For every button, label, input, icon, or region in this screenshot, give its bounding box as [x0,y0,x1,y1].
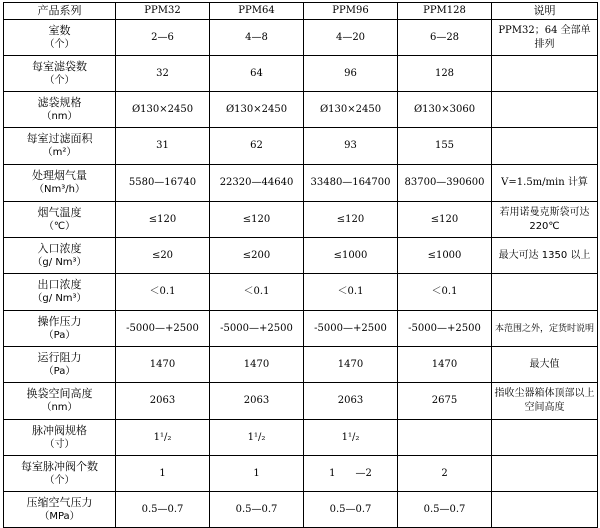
cell-ppm32: Ø130×2450 [116,92,210,128]
cell-ppm32: ≤120 [116,202,210,238]
cell-ppm128: ＜0.1 [398,274,492,311]
header-product-series: 产品系列 [4,3,116,20]
row-label [4,128,116,165]
row-label [4,56,116,92]
row-label-main: 每室过滤面积 [26,132,93,145]
row-label-main: 滤袋规格 [37,95,82,109]
row-label [4,202,116,238]
row-label-unit: （m²） [42,147,77,158]
row-label-main: 每室滤袋数 [32,59,87,73]
row-label-unit: （寸） [44,438,75,450]
cell-ppm128: 128 [398,56,492,92]
cell-ppm96: 1¹/₂ [304,420,398,456]
cell-ppm96: 2063 [304,383,398,420]
header-row [4,3,598,20]
cell-note [492,274,598,311]
header-note: 说明 [492,3,598,20]
table-row [4,56,598,92]
cell-note: 最大可达 1350 以上 [492,238,598,274]
cell-ppm64: -5000—+2500 [210,311,304,347]
cell-ppm64: Ø130×2450 [210,92,304,128]
row-label [4,456,116,492]
cell-note [492,492,598,528]
cell-ppm96: Ø130×2450 [304,92,398,128]
cell-ppm64: 1 [210,456,304,492]
cell-ppm64: 2063 [210,383,304,420]
cell-ppm128: -5000—+2500 [398,311,492,347]
cell-ppm64: 0.5—0.7 [210,492,304,528]
cell-ppm32: 0.5—0.7 [116,492,210,528]
row-label-main: 每室脉冲阀个数 [21,459,98,473]
cell-note [492,420,598,456]
cell-note: V=1.5m/min 计算 [492,165,598,202]
row-label-main: 压缩空气压力 [26,495,93,509]
row-label [4,238,116,274]
cell-ppm64: ≤200 [210,238,304,274]
cell-ppm96: 1 —2 [304,456,398,492]
cell-ppm128: 0.5—0.7 [398,492,492,528]
cell-ppm32: 2—6 [116,20,210,56]
row-label-main: 操作压力 [37,314,82,328]
row-label-unit: （nm） [41,402,78,413]
row-label-unit: （MPa） [39,510,80,522]
row-label-unit: （个） [44,474,75,486]
table-row [4,92,598,128]
spec-table [3,2,598,528]
table-row [4,128,598,165]
row-label-main: 室数 [48,23,71,37]
row-label [4,347,116,383]
row-label [4,92,116,128]
cell-note: 指收尘器箱体顶部以上空间高度 [492,383,598,420]
cell-ppm128: 83700—390600 [398,165,492,202]
cell-ppm96: 33480—164700 [304,165,398,202]
cell-ppm128: 2675 [398,383,492,420]
cell-ppm96: 96 [304,56,398,92]
row-label-unit: （℃） [43,220,76,232]
cell-ppm96: ≤120 [304,202,398,238]
table-row [4,383,598,420]
row-label-unit: （Pa） [43,365,76,377]
row-label-unit: （g/ Nm³） [32,256,87,268]
cell-ppm128: 2 [398,456,492,492]
header-ppm32: PPM32 [116,3,210,20]
cell-ppm128: ≤120 [398,202,492,238]
row-label-main: 烟气温度 [37,205,82,219]
cell-note: PPM32；64 全部单排列 [492,20,598,56]
row-label-main: 脉冲阀规格 [32,423,87,437]
table-row [4,274,598,311]
row-label-unit: （个） [44,74,75,86]
table-row [4,165,598,202]
table-row [4,202,598,238]
cell-ppm64: ＜0.1 [210,274,304,311]
row-label [4,311,116,347]
row-label [4,420,116,456]
cell-ppm96: 1470 [304,347,398,383]
table-row [4,456,598,492]
cell-note [492,456,598,492]
cell-note: 最大值 [492,347,598,383]
cell-ppm32: 2063 [116,383,210,420]
cell-ppm128: 6—28 [398,20,492,56]
cell-ppm32: 1 [116,456,210,492]
cell-ppm96: 93 [304,128,398,165]
table-row [4,492,598,528]
row-label [4,165,116,202]
cell-ppm64: 4—8 [210,20,304,56]
cell-note [492,128,598,165]
header-ppm64: PPM64 [210,3,304,20]
cell-ppm128: 155 [398,128,492,165]
cell-ppm128 [398,420,492,456]
row-label-main: 入口浓度 [37,241,82,255]
row-label [4,492,116,528]
table-row [4,20,598,56]
cell-ppm32: -5000—+2500 [116,311,210,347]
cell-ppm128: ≤1000 [398,238,492,274]
header-ppm128: PPM128 [398,3,492,20]
table-row [4,347,598,383]
cell-ppm128: 1470 [398,347,492,383]
table-row [4,420,598,456]
cell-ppm32: 1¹/₂ [116,420,210,456]
cell-ppm64: ≤120 [210,202,304,238]
table-row [4,238,598,274]
cell-ppm96: 4—20 [304,20,398,56]
cell-ppm96: 0.5—0.7 [304,492,398,528]
cell-note: 本范围之外，定货时说明 [492,311,598,347]
cell-ppm64: 1470 [210,347,304,383]
cell-ppm64: 1¹/₂ [210,420,304,456]
row-label [4,20,116,56]
cell-ppm64: 62 [210,128,304,165]
row-label-main: 出口浓度 [37,278,82,291]
cell-ppm96: ≤1000 [304,238,398,274]
row-label [4,274,116,311]
cell-ppm32: ≤20 [116,238,210,274]
cell-ppm96: -5000—+2500 [304,311,398,347]
row-label-unit: （个） [44,38,75,50]
cell-note [492,56,598,92]
cell-ppm32: 5580—16740 [116,165,210,202]
row-label [4,383,116,420]
header-ppm96: PPM96 [304,3,398,20]
row-label-unit: （Pa） [43,329,76,341]
cell-ppm96: ＜0.1 [304,274,398,311]
row-label-unit: （nm） [41,110,78,122]
spec-table-container [3,2,598,528]
cell-ppm128: Ø130×3060 [398,92,492,128]
cell-note [492,92,598,128]
row-label-main: 处理烟气量 [32,169,87,182]
cell-ppm64: 22320—44640 [210,165,304,202]
row-label-unit: （g/ Nm³） [32,293,87,304]
cell-ppm64: 64 [210,56,304,92]
table-row [4,311,598,347]
cell-ppm32: 32 [116,56,210,92]
cell-ppm32: ＜0.1 [116,274,210,311]
cell-ppm32: 1470 [116,347,210,383]
row-label-main: 换袋空间高度 [26,387,93,400]
row-label-main: 运行阻力 [37,350,82,364]
cell-note: 若用诺曼克斯袋可达 220℃ [492,202,598,238]
cell-ppm32: 31 [116,128,210,165]
row-label-unit: （Nm³/h） [34,184,85,195]
